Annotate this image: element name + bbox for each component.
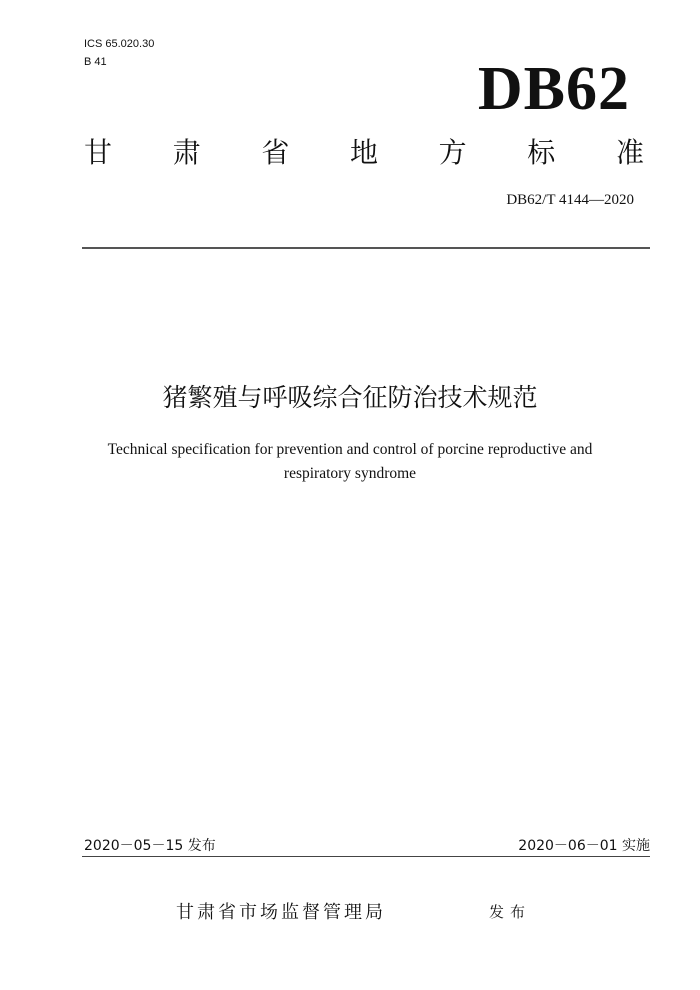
standard-type-char: 地: [349, 136, 378, 169]
implementation-date: 2020－06－01 实施: [518, 838, 650, 854]
standard-type-char: 省: [261, 136, 290, 169]
standard-type-char: 肃: [172, 136, 201, 169]
standard-number: DB62/T 4144—2020: [506, 192, 634, 208]
standard-type-heading: [84, 134, 644, 172]
ics-code: ICS 65.020.30: [84, 38, 155, 50]
title-english-line-2: respiratory syndrome: [283, 465, 417, 482]
standard-type-char: 准: [615, 136, 644, 169]
issue-date: 2020－05－15 发布: [84, 838, 216, 854]
header-divider: [82, 247, 650, 249]
footer-divider: [82, 856, 650, 857]
publisher-name: 甘肃省市场监督管理局: [176, 902, 386, 923]
standard-type-char: 方: [438, 136, 467, 169]
document-title-english: [60, 438, 640, 486]
title-english-line-1: Technical specification for prevention and control of porcine reproductive and: [107, 441, 593, 458]
standard-logo: DB62: [477, 55, 630, 123]
classification-code: B 41: [84, 56, 107, 68]
standard-type-char: 甘: [84, 136, 113, 169]
document-title-chinese: 猪繁殖与呼吸综合征防治技术规范: [162, 383, 538, 412]
standard-type-char: 标: [527, 136, 556, 169]
publish-label: 发布: [489, 903, 532, 921]
